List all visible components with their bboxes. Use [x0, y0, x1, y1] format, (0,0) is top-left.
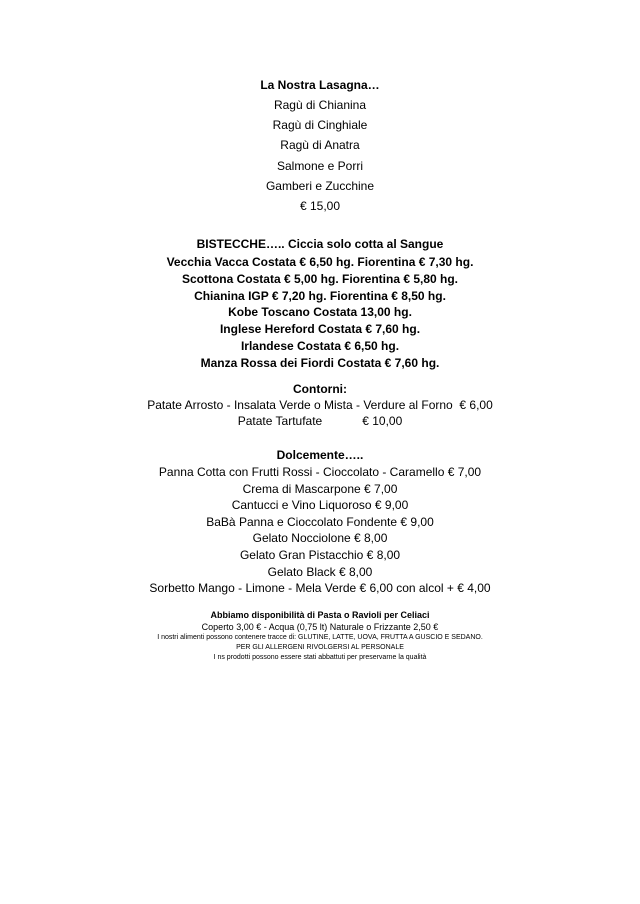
bistecca-item: Irlandese Costata € 6,50 hg.	[240, 338, 400, 353]
lasagna-item: Salmone e Porri	[276, 158, 364, 173]
contorni-item: Patate Tartufate € 10,00	[237, 414, 403, 428]
dolce-item: Cantucci e Vino Liquoroso € 9,00	[231, 498, 409, 513]
lasagna-section	[0, 75, 640, 216]
dolce-item: Gelato Gran Pistacchio € 8,00	[239, 547, 401, 562]
lasagna-item: Ragù di Anatra	[280, 138, 360, 153]
dolce-item: Gelato Black € 8,00	[267, 564, 373, 579]
contorni-section	[0, 381, 640, 429]
coperto-note: Coperto 3,00 € - Acqua (0,75 lt) Naturale o Frizzante 2,50 €	[201, 622, 439, 632]
tracce-note: I nostri alimenti possono contenere tracce di: GLUTINE, LATTE, UOVA, FRUTTA A GUSCIO E SEDANO.	[157, 634, 483, 641]
lasagna-item: Gamberi e Zucchine	[265, 178, 375, 193]
notes-section	[0, 609, 640, 663]
bistecca-item: Chianina IGP € 7,20 hg. Fiorentina € 8,50 hg.	[194, 288, 446, 303]
dolce-item: Panna Cotta con Frutti Rossi - Cioccolato - Caramello € 7,00	[158, 465, 482, 479]
bistecche-title: BISTECCHE….. Ciccia solo cotta al Sangue	[196, 237, 444, 251]
dolce-item: Sorbetto Mango - Limone - Mela Verde € 6,00 con alcol + € 4,00	[149, 581, 491, 596]
bistecca-item: Kobe Toscano Costata 13,00 hg.	[228, 305, 412, 320]
lasagna-price: € 15,00	[299, 199, 341, 214]
contorni-item: Patate Arrosto - Insalata Verde o Mista - Verdure al Forno € 6,00	[147, 398, 493, 412]
bistecca-item: Vecchia Vacca Costata € 6,50 hg. Fiorentina € 7,30 hg.	[166, 255, 474, 269]
dolce-item: Gelato Nocciolone € 8,00	[252, 531, 388, 546]
allergeni-note: PER GLI ALLERGENI RIVOLGERSI AL PERSONALE	[236, 644, 404, 651]
contorni-title: Contorni:	[293, 382, 347, 396]
bistecca-item: Manza Rossa dei Fiordi Costata € 7,60 hg.	[200, 355, 440, 370]
dolce-item: Crema di Mascarpone € 7,00	[242, 481, 398, 496]
dolci-title: Dolcemente…..	[276, 448, 364, 462]
lasagna-item: Ragù di Cinghiale	[272, 118, 368, 133]
bistecche-section	[0, 234, 640, 372]
lasagna-item: Ragù di Chianina	[273, 98, 367, 112]
abbattuti-note: I ns prodotti possono essere stati abbattuti per preservarne la qualità	[213, 654, 427, 661]
lasagna-title: La Nostra Lasagna…	[260, 78, 380, 92]
dolci-section	[0, 446, 640, 597]
bistecca-item: Inglese Hereford Costata € 7,60 hg.	[219, 322, 421, 337]
bistecca-item: Scottona Costata € 5,00 hg. Fiorentina € 5,80 hg.	[181, 271, 459, 286]
celiaci-note: Abbiamo disponibilità di Pasta o Ravioli per Celiaci	[210, 610, 430, 620]
dolce-item: BaBà Panna e Cioccolato Fondente € 9,00	[206, 514, 434, 529]
